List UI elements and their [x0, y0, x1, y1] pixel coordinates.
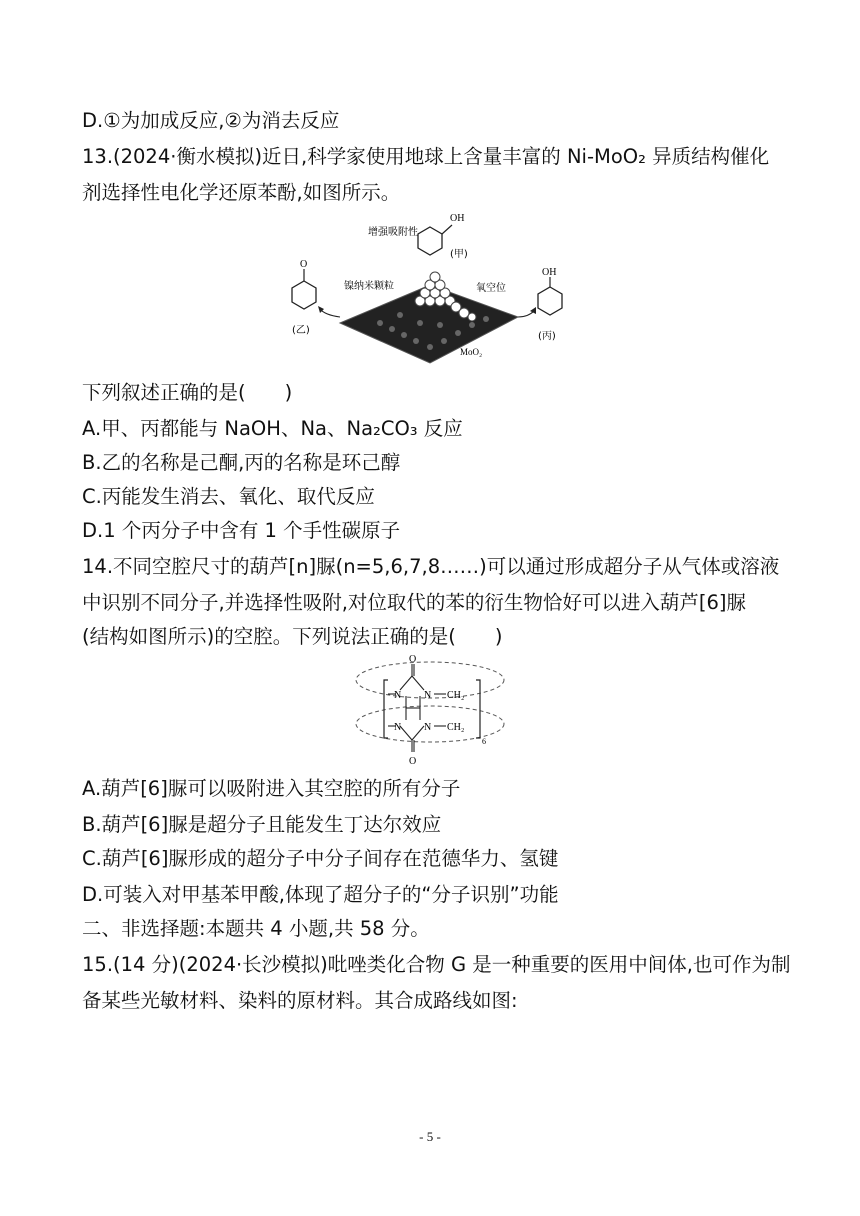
nitrogen-3: N — [394, 722, 402, 733]
bracket-left — [384, 680, 388, 738]
cyclohexanone-ring — [292, 281, 316, 309]
arrow-to-yi — [320, 309, 340, 317]
nitrogen-1: N — [394, 690, 402, 701]
vacancy-label: 氧空位 — [476, 283, 506, 294]
repeat-subscript: 6 — [482, 737, 486, 746]
q13-option-b: B.乙的名称是己酮,丙的名称是环己醇 — [82, 451, 401, 474]
enhanced-adsorption-label: 增强吸附性 — [368, 227, 418, 238]
nitrogen-4: N — [424, 722, 432, 733]
option-d-prev: D.①为加成反应,②为消去反应 — [82, 109, 340, 132]
carbonyl-o-bottom: O — [409, 756, 417, 767]
q13-text-2: 剂选择性电化学还原苯酚,如图所示。 — [82, 181, 401, 204]
carbonyl-o-top: O — [409, 654, 417, 665]
bracket-right — [476, 680, 480, 738]
methylene-top: CH₂ — [447, 690, 465, 701]
label-jia: (甲) — [450, 249, 468, 260]
q13-option-c: C.丙能发生消去、氧化、取代反应 — [82, 485, 375, 508]
phenol-oh: OH — [450, 213, 465, 224]
moo2-label: MoO₂ — [460, 347, 483, 357]
q13-text-1: 13.(2024·衡水模拟)近日,科学家使用地球上含量丰富的 Ni-MoO₂ 异质结构催化 — [82, 145, 770, 168]
q14-text-1: 14.不同空腔尺寸的葫芦[n]脲(n=5,6,7,8……)可以通过形成超分子从气体或溶液 — [82, 555, 780, 578]
q14-text-2: 中识别不同分子,并选择性吸附,对位取代的苯的衍生物恰好可以进入葫芦[6]脲 — [82, 591, 747, 614]
methylene-bottom: CH₂ — [447, 722, 465, 733]
label-yi: (乙) — [292, 325, 310, 336]
alcohol-oh: OH — [542, 267, 557, 278]
ketone-o: O — [300, 259, 308, 270]
q13-option-a: A.甲、丙都能与 NaOH、Na、Na₂CO₃ 反应 — [82, 417, 463, 440]
q14-option-a: A.葫芦[6]脲可以吸附进入其空腔的所有分子 — [82, 777, 461, 800]
phenol-ring — [418, 227, 442, 255]
q14-option-b: B.葫芦[6]脲是超分子且能发生丁达尔效应 — [82, 813, 442, 836]
cyclohexanol-ring — [538, 287, 562, 315]
label-bing: (丙) — [538, 331, 556, 342]
q13-stem: 下列叙述正确的是( ) — [82, 381, 293, 404]
q14-figure — [350, 652, 510, 772]
q13-option-d: D.1 个丙分子中含有 1 个手性碳原子 — [82, 519, 401, 542]
page-number: - 5 - — [419, 1129, 441, 1144]
q14-text-3: (结构如图所示)的空腔。下列说法正确的是( ) — [82, 625, 503, 648]
q13-figure — [280, 205, 580, 375]
nitrogen-2: N — [424, 690, 432, 701]
section-heading: 二、非选择题:本题共 4 小题,共 58 分。 — [82, 917, 430, 940]
q14-option-d: D.可装入对甲基苯甲酸,体现了超分子的“分子识别”功能 — [82, 883, 559, 906]
q15-text-2: 备某些光敏材料、染料的原材料。其合成路线如图: — [82, 989, 518, 1012]
q14-option-c: C.葫芦[6]脲形成的超分子中分子间存在范德华力、氢键 — [82, 847, 559, 870]
arrow-to-bing — [518, 311, 534, 317]
q15-text-1: 15.(14 分)(2024·长沙模拟)吡唑类化合物 G 是一种重要的医用中间体,也可作为制 — [82, 953, 791, 976]
nano-label: 镍纳米颗粒 — [344, 281, 394, 292]
